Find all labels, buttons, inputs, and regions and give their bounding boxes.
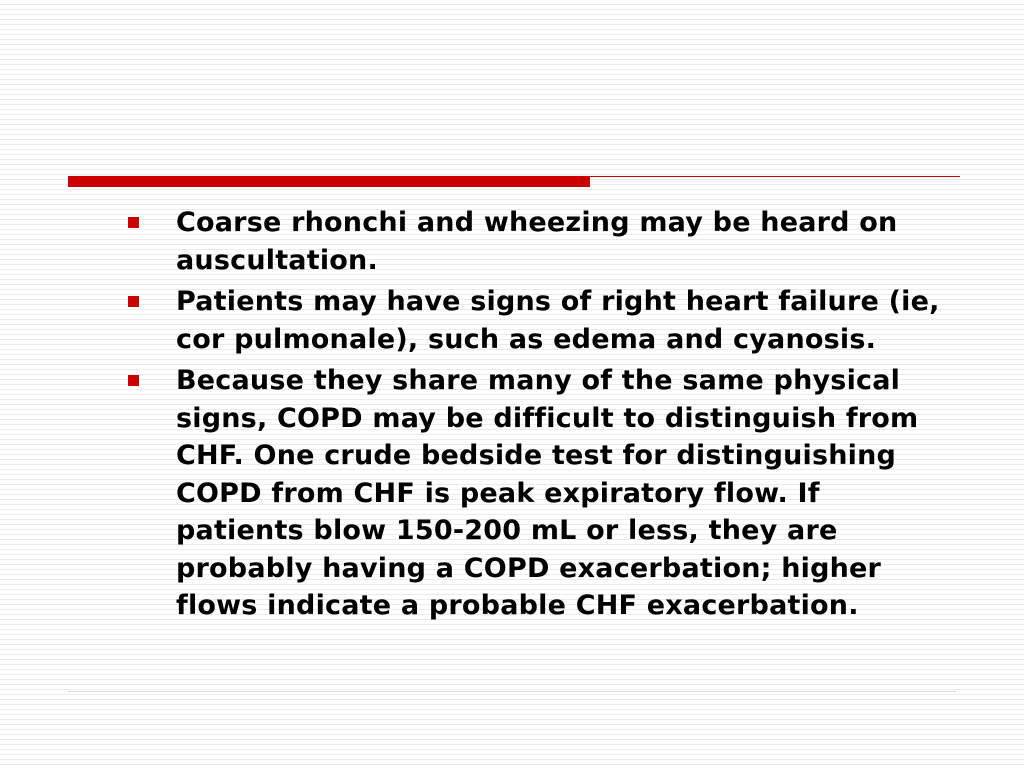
bullet-item xyxy=(128,204,948,279)
bullet-item xyxy=(128,283,948,358)
title-divider-bar xyxy=(68,176,590,187)
square-bullet-icon xyxy=(128,217,139,228)
title-divider-line xyxy=(590,176,960,177)
bullet-list xyxy=(128,204,948,629)
square-bullet-icon xyxy=(128,296,139,307)
bullet-text: Because they share many of the same physical signs, COPD may be difficult to distinguish from CHF. One crude bedside test for distinguishing COPD from CHF is peak expiratory flow. If patients blow 150-200 mL or less, they are probably having a COPD exacerbation; higher flows indicate a probable CHF exacerbation. xyxy=(176,365,919,621)
bullet-item xyxy=(128,362,948,625)
bullet-text: Coarse rhonchi and wheezing may be heard on auscultation. xyxy=(176,207,898,276)
bullet-text: Patients may have signs of right heart failure (ie, cor pulmonale), such as edema and cyanosis. xyxy=(176,286,940,355)
footer-divider-line xyxy=(68,691,956,692)
square-bullet-icon xyxy=(128,375,139,386)
